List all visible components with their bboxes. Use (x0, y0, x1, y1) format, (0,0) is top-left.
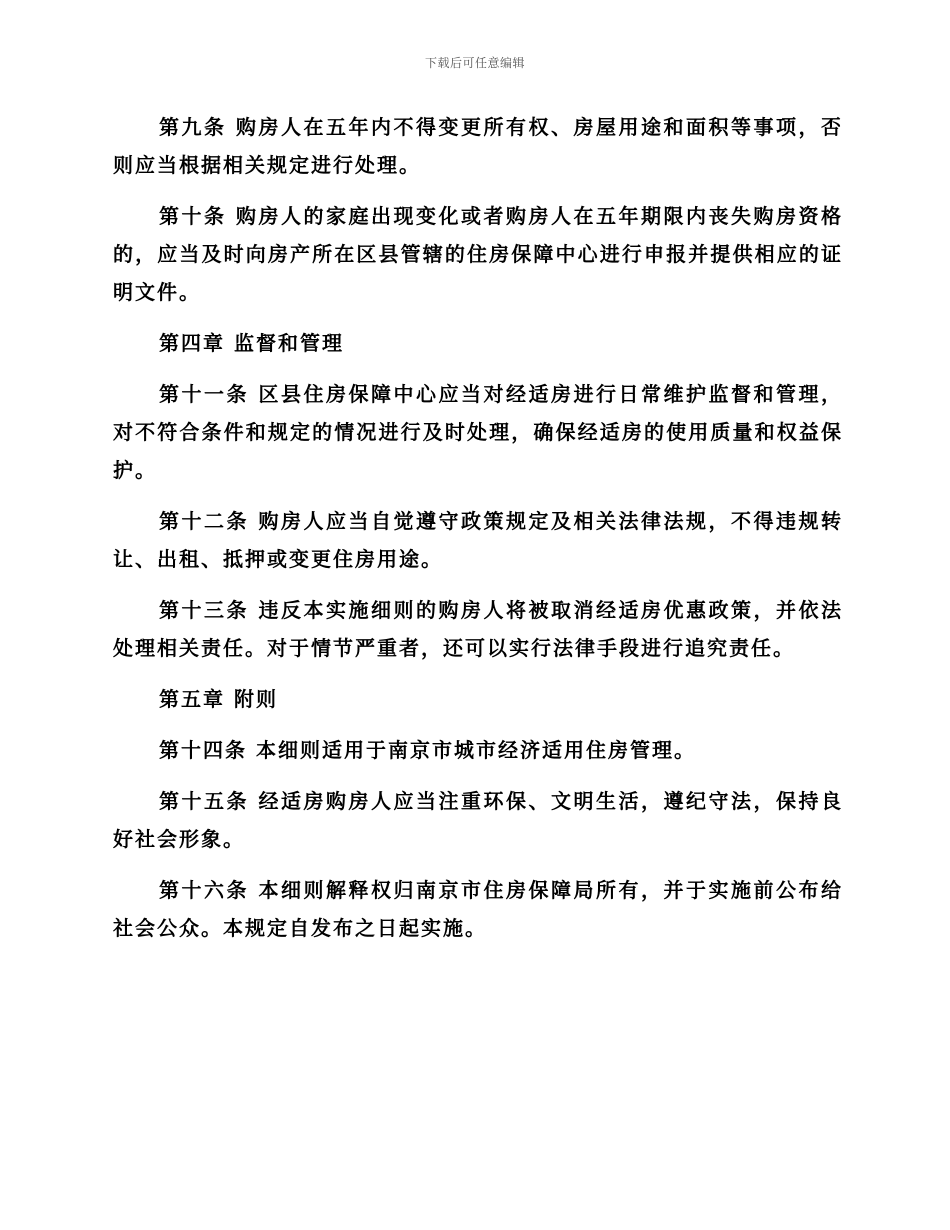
document-body (113, 108, 843, 960)
article-9: 第九条 购房人在五年内不得变更所有权、房屋用途和面积等事项，否则应当根据相关规定进行处理。 (113, 115, 843, 177)
article-13: 第十三条 违反本实施细则的购房人将被取消经适房优惠政策，并依法处理相关责任。对于情节严重者，还可以实行法律手段进行追究责任。 (113, 598, 843, 660)
article-10: 第十条 购房人的家庭出现变化或者购房人在五年期限内丧失购房资格的，应当及时向房产所在区县管辖的住房保障中心进行申报并提供相应的证明文件。 (113, 204, 843, 304)
chapter-4-heading: 第四章 监督和管理 (159, 331, 344, 355)
article-14: 第十四条 本细则适用于南京市城市经济适用住房管理。 (159, 738, 696, 762)
article-15: 第十五条 经适房购房人应当注重环保、文明生活，遵纪守法，保持良好社会形象。 (113, 789, 843, 851)
page-header: 下载后可任意编辑 (424, 56, 525, 70)
article-16: 第十六条 本细则解释权归南京市住房保障局所有，并于实施前公布给社会公众。本规定自发布之日起实施。 (113, 878, 843, 940)
article-11: 第十一条 区县住房保障中心应当对经适房进行日常维护监督和管理，对不符合条件和规定的情况进行及时处理，确保经适房的使用质量和权益保护。 (113, 382, 843, 482)
article-12: 第十二条 购房人应当自觉遵守政策规定及相关法律法规，不得违规转让、出租、抵押或变更住房用途。 (113, 509, 843, 571)
chapter-5-heading: 第五章 附则 (159, 687, 278, 711)
